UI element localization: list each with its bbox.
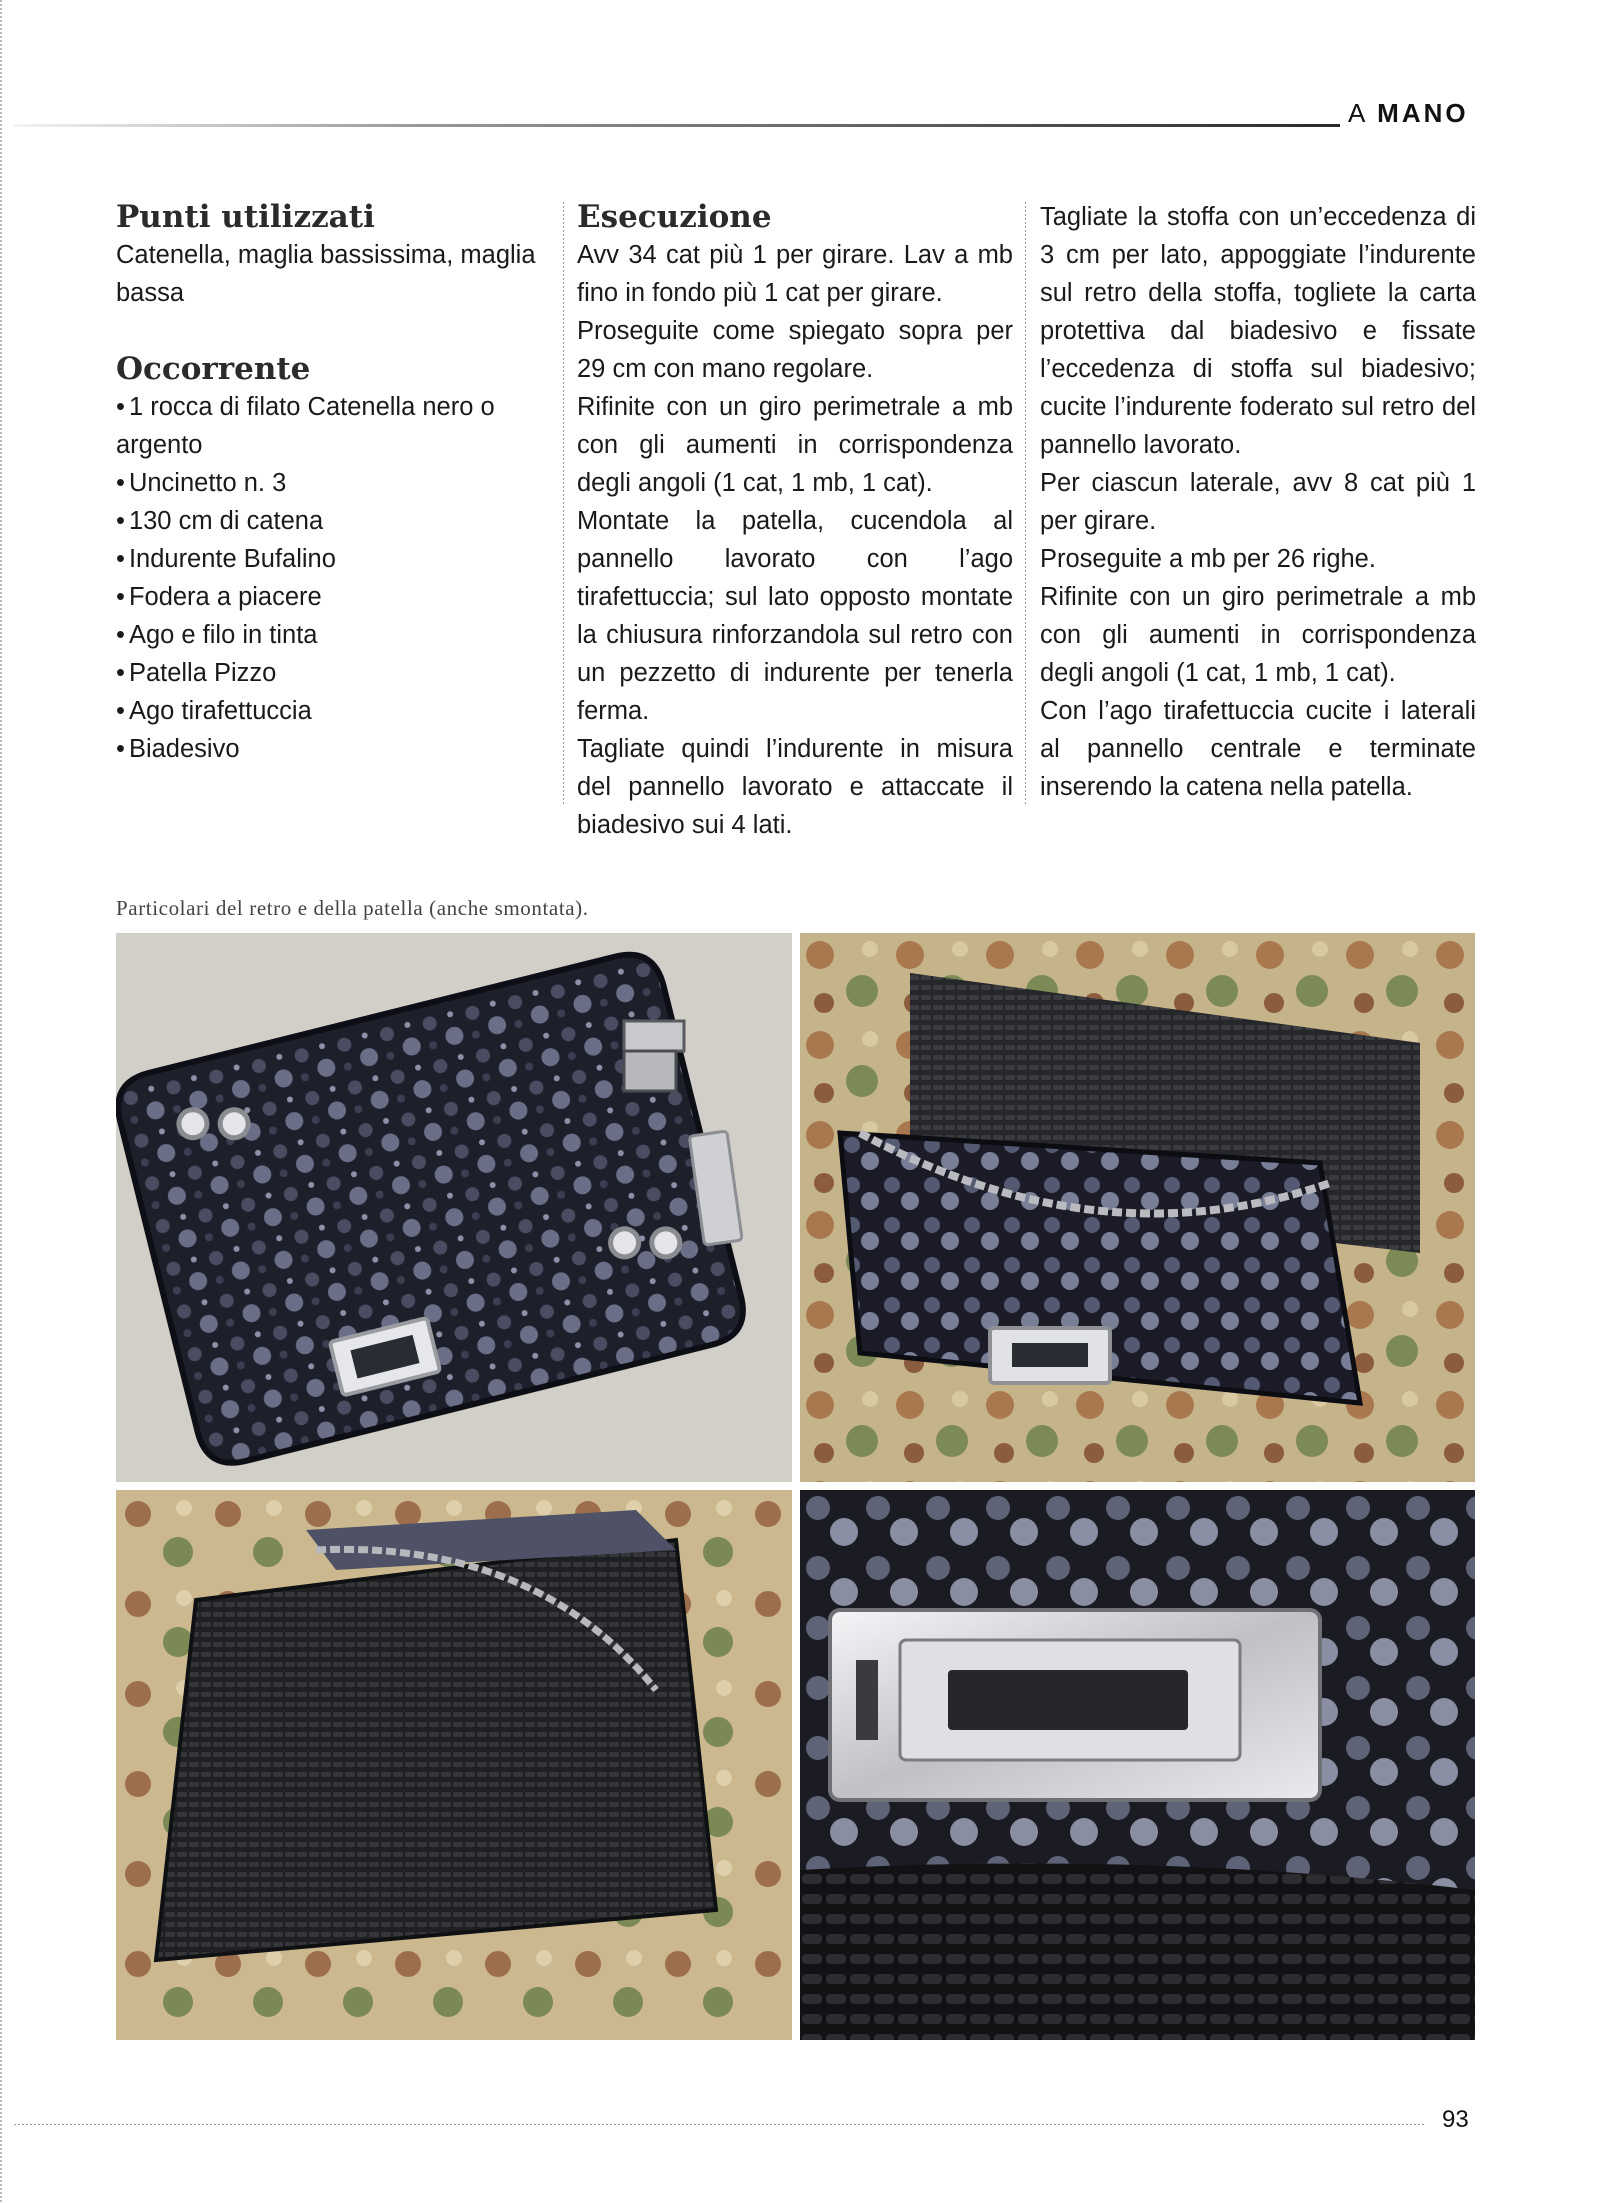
stitches-text: Catenella, maglia bassissima, maglia bassa [116, 241, 536, 307]
continuation-paragraph: Con l’ago tirafettuccia cucite i laterali al pannello centrale e terminate inserendo la catena nella patella. [1040, 697, 1476, 801]
execution-paragraph: Tagliate quindi l’indurente in misura del pannello lavorato e attaccate il biadesivo sui 4 lati. [577, 735, 1013, 839]
execution-paragraph: Proseguite come spiegato sopra per 29 cm con mano regolare. [577, 317, 1013, 383]
continuation-paragraph: Tagliate la stoffa con un’eccedenza di 3 cm per lato, appoggiate l’indurente sul retro della stoffa, togliete la carta protettiva dal biadesivo e fissate l’eccedenza di stoffa sul biadesivo; cucite l’indurente foderato sul retro del pannello lavorato. [1040, 203, 1476, 459]
supply-item: • 1 rocca di filato Catenella nero o argento [116, 388, 552, 464]
continuation-paragraph: Rifinite con un giro perimetrale a mb con gli aumenti in corrispondenza degli angoli (1 cat, 1 mb, 1 cat). [1040, 583, 1476, 687]
supply-item: • Patella Pizzo [116, 654, 552, 692]
supply-item: • Indurente Bufalino [116, 540, 552, 578]
execution-paragraph: Avv 34 cat più 1 per girare. Lav a mb fino in fondo più 1 cat per girare. [577, 241, 1013, 307]
column-continuation [1040, 198, 1476, 806]
column-divider-1 [563, 202, 564, 804]
supply-item: • Biadesivo [116, 730, 552, 768]
column-execution [577, 198, 1013, 844]
section-title-word1: A [1348, 98, 1367, 128]
column-divider-2 [1025, 202, 1026, 804]
section-title [1348, 98, 1588, 129]
continuation-paragraph: Per ciascun laterale, avv 8 cat più 1 per girare. [1040, 469, 1476, 535]
photo-flap-disassembled [116, 933, 792, 1482]
photo-bag-back [116, 1490, 792, 2040]
supplies-list [116, 388, 552, 768]
supply-item: • 130 cm di catena [116, 502, 552, 540]
execution-heading: Esecuzione [577, 199, 772, 235]
execution-paragraph: Rifinite con un giro perimetrale a mb con gli aumenti in corrispondenza degli angoli (1 cat, 1 mb, 1 cat). [577, 393, 1013, 497]
page-number: 93 [1442, 2106, 1469, 2133]
photo-bag-front-chain [800, 933, 1475, 1482]
photo-clasp-closeup [800, 1490, 1475, 2040]
supply-item: • Fodera a piacere [116, 578, 552, 616]
footer-rule [14, 2124, 1426, 2125]
continuation-paragraph: Proseguite a mb per 26 righe. [1040, 545, 1376, 573]
supplies-heading: Occorrente [116, 351, 311, 387]
supply-item: • Ago tirafettuccia [116, 692, 552, 730]
supply-item: • Uncinetto n. 3 [116, 464, 552, 502]
supply-item: • Ago e filo in tinta [116, 616, 552, 654]
left-margin-dots [0, 0, 2, 2203]
column-materials [116, 198, 552, 768]
execution-paragraph: Montate la patella, cucendola al pannello lavorato con l’ago tirafettuccia; sul lato opposto montate la chiusura rinforzandola sul retro con un pezzetto di indurente per tenerla ferma. [577, 507, 1013, 725]
photo-caption: Particolari del retro e della patella (anche smontata). [116, 896, 589, 920]
stitches-heading: Punti utilizzati [116, 199, 375, 235]
section-title-word2: MANO [1377, 98, 1469, 128]
header-rule [14, 124, 1340, 127]
